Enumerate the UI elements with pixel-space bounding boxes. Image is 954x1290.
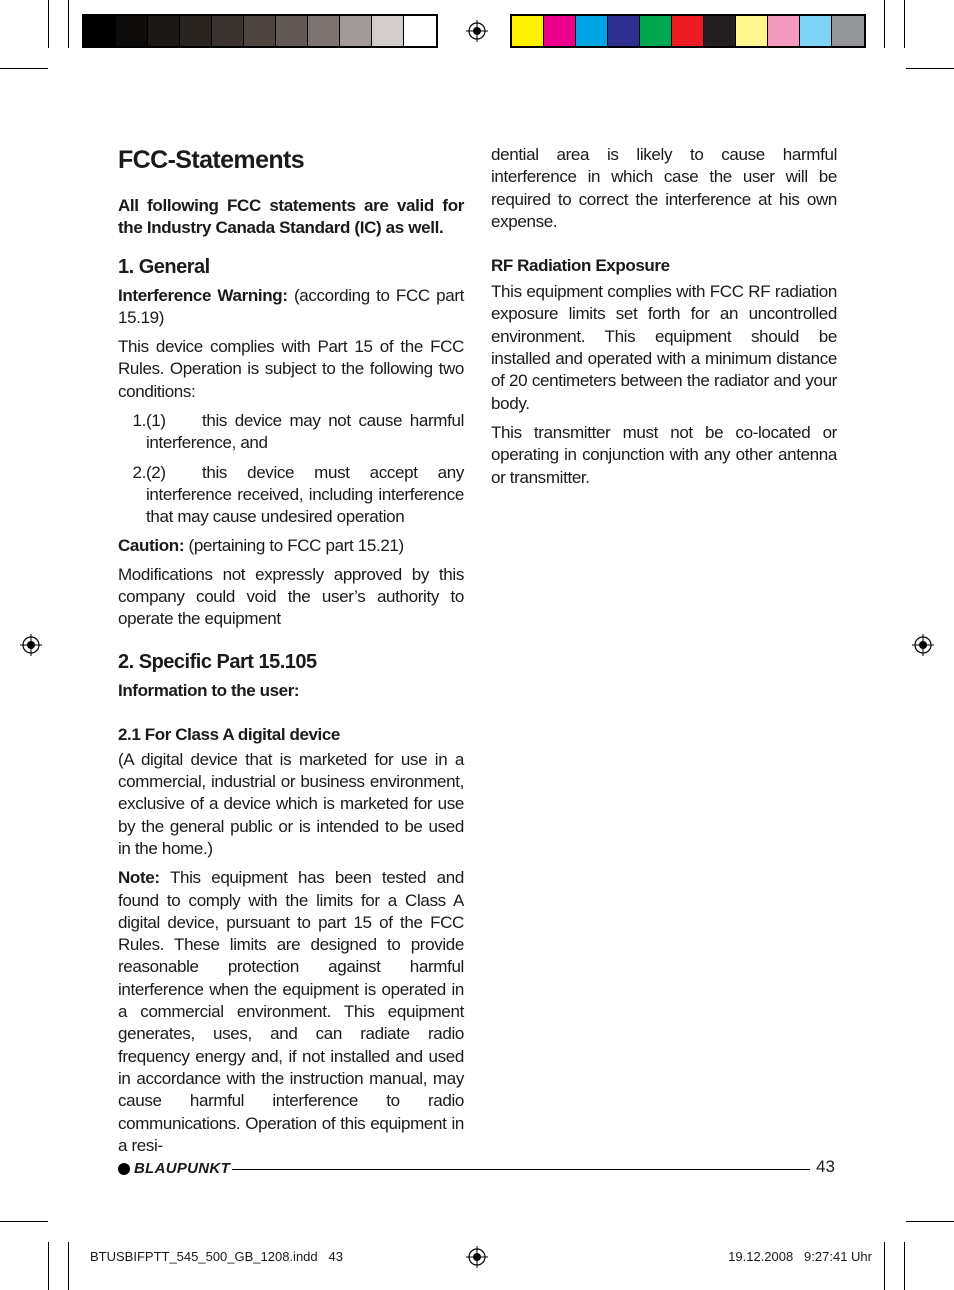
- crop-mark: [48, 0, 49, 48]
- list-paren: (1): [146, 411, 166, 431]
- rf-radiation-heading: RF Radiation Exposure: [491, 256, 670, 276]
- color-swatch: [116, 16, 148, 46]
- crop-mark: [906, 1221, 954, 1222]
- registration-mark-icon: [912, 634, 934, 656]
- color-swatch: [180, 16, 212, 46]
- color-swatch: [544, 16, 576, 46]
- color-swatch: [148, 16, 180, 46]
- color-swatch: [704, 16, 736, 46]
- crop-mark: [884, 0, 885, 48]
- continuation-paragraph: dential area is likely to cause harmful interference in which case the user will be required to correct the interference at his own expense.: [491, 145, 837, 231]
- color-swatch: [608, 16, 640, 46]
- color-swatch: [212, 16, 244, 46]
- footer-rule: [232, 1169, 810, 1170]
- warning-label: Interference Warning:: [118, 285, 288, 305]
- caution-line: [118, 535, 464, 557]
- warning-text: (according to FCC part 15.19): [118, 285, 465, 327]
- gray-color-bar: [82, 14, 438, 48]
- list-text: this device must accept any interference received, including interference that may cause undesired operation: [146, 462, 464, 527]
- list-number: 1.: [132, 411, 146, 431]
- color-swatch: [276, 16, 308, 46]
- section-heading-general: 1. General: [118, 255, 210, 278]
- rf-paragraph-2: This transmitter must not be co-located or operating in conjunction with any other antenna or transmitter.: [491, 422, 837, 487]
- brand-logo: [118, 1160, 230, 1177]
- color-swatch: [512, 16, 544, 46]
- crop-mark: [68, 1242, 69, 1290]
- list-item: [118, 462, 464, 529]
- logo-dot-icon: [118, 1163, 130, 1175]
- crop-mark: [68, 0, 69, 48]
- list-paren: (2): [146, 462, 166, 482]
- note-text: This equipment has been tested and found to comply with the limits for a Class A digital device, pursuant to part 15 of the FCC Rules. These limits are designed to provide reasonable protection against harmful interference when the equipment is operated in a commercial environment. This equipment generates, uses, and can radiate radio frequency energy and, if not installed and used in accordance with the instruction manual, may cause harmful interference to radio communications. Operation of this equipment in a resi-: [118, 868, 464, 1155]
- slug-file: BTUSBIFPTT_545_500_GB_1208.indd 43: [90, 1249, 343, 1264]
- color-swatch: [84, 16, 116, 46]
- slug-date: 19.12.2008 9:27:41 Uhr: [728, 1249, 872, 1264]
- color-swatch: [640, 16, 672, 46]
- color-swatch: [576, 16, 608, 46]
- color-swatch: [308, 16, 340, 46]
- registration-mark-icon: [466, 20, 488, 42]
- subsection-heading-class-a: 2.1 For Class A digital device: [118, 724, 340, 744]
- registration-mark-icon: [466, 1246, 488, 1268]
- caution-label: Caution:: [118, 535, 185, 555]
- list-number: 2.: [132, 462, 146, 482]
- right-column: [491, 144, 837, 489]
- interference-warning: [118, 285, 464, 330]
- color-swatch: [672, 16, 704, 46]
- brand-name: BLAUPUNKT: [134, 1160, 231, 1177]
- note-paragraph: [118, 867, 464, 1157]
- color-swatch: [372, 16, 404, 46]
- intro-lead: All following FCC statements are valid for the Industry Canada Standard (IC) as well.: [118, 196, 464, 238]
- conditions-list: [118, 410, 464, 528]
- crop-mark: [904, 1242, 905, 1290]
- class-a-definition: (A digital device that is marketed for use in a commercial, industrial or business environment, exclusive of a device which is marketed for use by the general public or is intended to be used in the home.): [118, 749, 464, 858]
- crop-mark: [48, 1242, 49, 1290]
- crop-mark: [906, 68, 954, 69]
- color-swatch: [768, 16, 800, 46]
- color-swatch: [340, 16, 372, 46]
- crop-mark: [904, 0, 905, 48]
- crop-mark: [0, 68, 48, 69]
- process-color-bar: [510, 14, 866, 48]
- caution-text: (pertaining to FCC part 15.21): [184, 535, 404, 555]
- crop-mark: [884, 1242, 885, 1290]
- color-swatch: [736, 16, 768, 46]
- registration-mark-icon: [20, 634, 42, 656]
- crop-mark: [0, 1221, 48, 1222]
- section-heading-specific: 2. Specific Part 15.105: [118, 650, 317, 673]
- info-to-user: Information to the user:: [118, 680, 300, 700]
- color-swatch: [800, 16, 832, 46]
- conditions-paragraph: This device complies with Part 15 of the FCC Rules. Operation is subject to the following two conditions:: [118, 337, 464, 401]
- color-swatch: [244, 16, 276, 46]
- list-text: this device may not cause harmful interference, and: [146, 411, 464, 453]
- color-swatch: [404, 16, 436, 46]
- list-item: [118, 410, 464, 455]
- note-label: Note:: [118, 868, 160, 888]
- page-number: 43: [816, 1157, 835, 1176]
- page-title: FCC-Statements: [118, 146, 305, 174]
- color-swatch: [832, 16, 864, 46]
- modifications-paragraph: Modifications not expressly approved by this company could void the user’s authority to operate the equipment: [118, 564, 464, 629]
- left-column: [118, 140, 464, 1157]
- rf-paragraph-1: This equipment complies with FCC RF radiation exposure limits set forth for an uncontrolled environment. This equipment should be installed and operated with a minimum distance of 20 centimeters between the radiator and your body.: [491, 282, 837, 413]
